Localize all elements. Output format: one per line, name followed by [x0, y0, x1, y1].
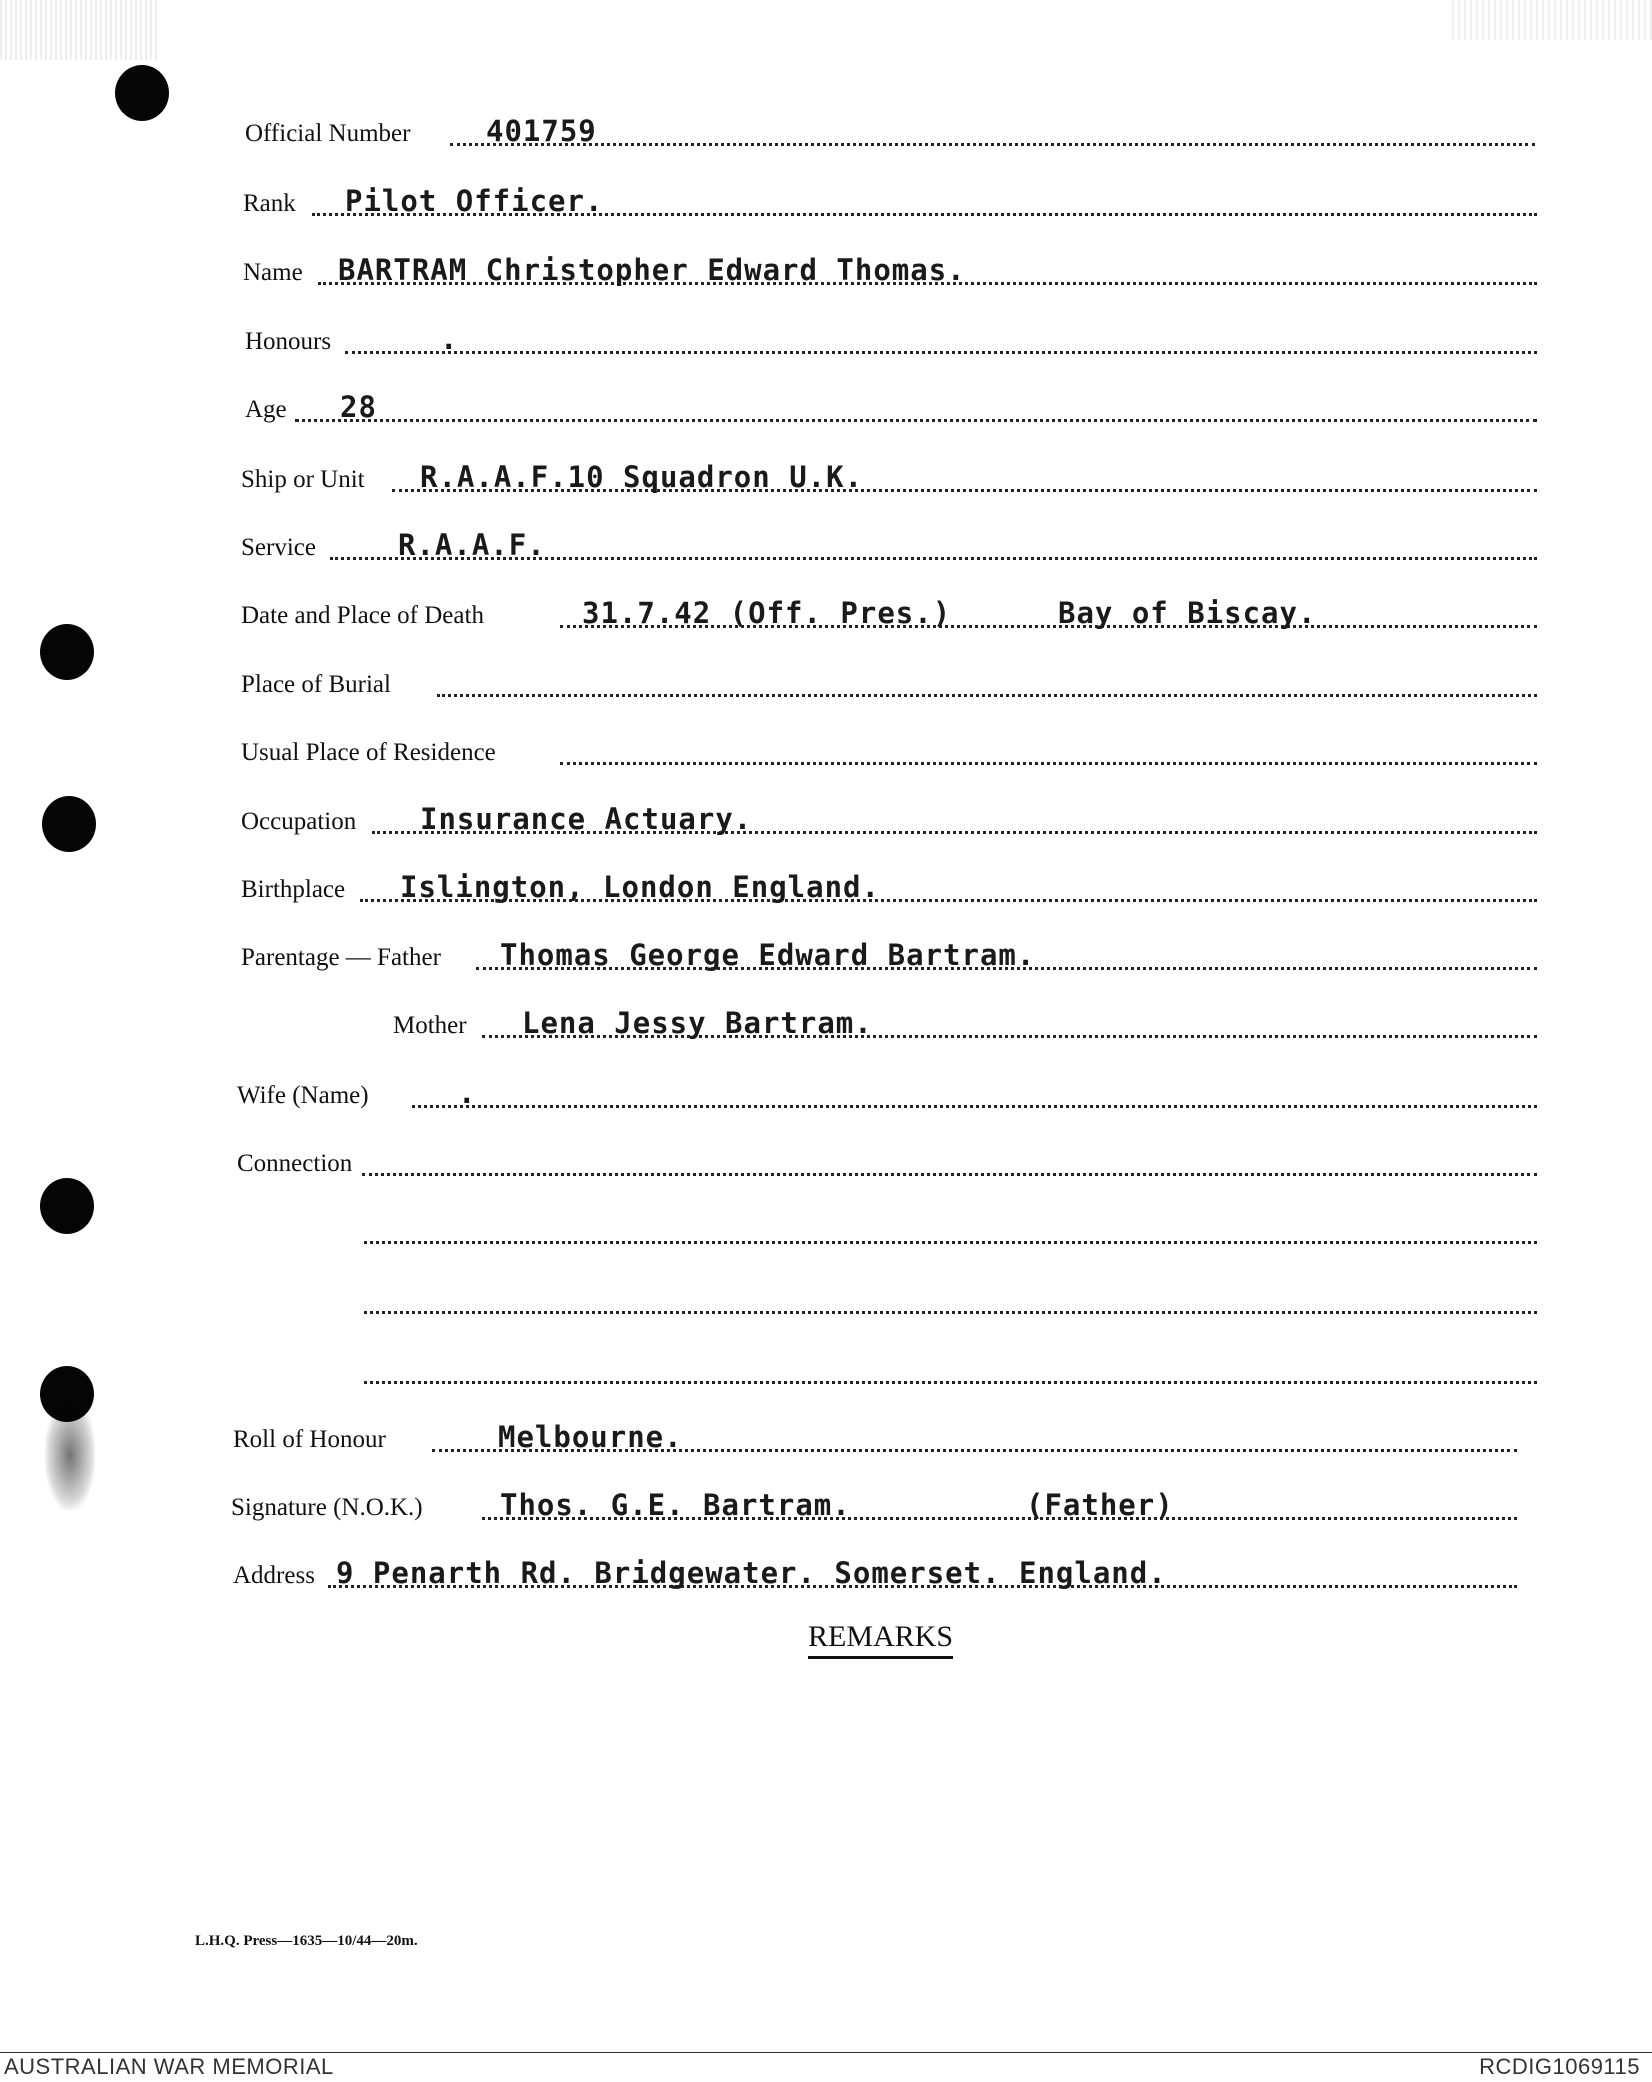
field-birthplace	[0, 870, 1652, 910]
field-value: Melbourne.	[498, 1420, 683, 1454]
field-parentage-mother	[0, 1006, 1652, 1046]
archive-id: RCDIG1069115	[1479, 2054, 1640, 2079]
field-value: Lena Jessy Bartram.	[522, 1006, 873, 1040]
field-label: Official Number	[245, 120, 411, 147]
field-label: Place of Burial	[241, 671, 391, 698]
dotted-line	[412, 1105, 1537, 1108]
archive-credit: AUSTRALIAN WAR MEMORIAL	[4, 2054, 334, 2079]
field-value: R.A.A.F.	[398, 528, 546, 562]
connection-line-2	[0, 1212, 1652, 1252]
field-value: 401759	[486, 114, 597, 148]
field-service	[0, 528, 1652, 568]
field-value: Islington, London England.	[400, 870, 880, 904]
field-value: Insurance Actuary.	[420, 802, 753, 836]
field-label: Date and Place of Death	[241, 602, 484, 629]
dotted-line	[295, 419, 1537, 422]
field-value: R.A.A.F.10 Squadron U.K.	[420, 460, 864, 494]
field-value-place: Bay of Biscay.	[1058, 596, 1317, 630]
field-label: Usual Place of Residence	[241, 739, 496, 766]
field-wife	[0, 1076, 1652, 1116]
field-label: Roll of Honour	[233, 1426, 386, 1453]
field-place-of-burial	[0, 665, 1652, 705]
field-label: Name	[243, 259, 303, 286]
field-name	[0, 253, 1652, 293]
field-value: Thos. G.E. Bartram.	[500, 1488, 851, 1522]
field-label: Wife (Name)	[237, 1082, 369, 1109]
field-value-date: 31.7.42 (Off. Pres.)	[582, 596, 952, 630]
field-label: Connection	[237, 1150, 353, 1177]
field-value: Thomas George Edward Bartram.	[500, 938, 1036, 972]
field-occupation	[0, 802, 1652, 842]
field-value-relation: (Father)	[1026, 1488, 1174, 1522]
field-label: Mother	[393, 1012, 467, 1039]
connection-line-3	[0, 1282, 1652, 1322]
field-roll-of-honour	[0, 1420, 1652, 1460]
connection-line-4	[0, 1352, 1652, 1392]
field-label: Address	[233, 1562, 315, 1589]
field-label: Occupation	[241, 808, 357, 835]
field-signature	[0, 1488, 1652, 1528]
dotted-line	[345, 351, 1537, 354]
field-label: Honours	[245, 328, 332, 355]
field-date-place-death	[0, 596, 1652, 636]
field-age	[0, 390, 1652, 430]
field-label: Birthplace	[241, 876, 346, 903]
field-label: Age	[245, 396, 287, 423]
dotted-line	[364, 1381, 1537, 1384]
dotted-line	[364, 1311, 1537, 1314]
field-official-number	[0, 114, 1652, 154]
field-value: .	[458, 1076, 477, 1110]
field-value: 28	[340, 390, 377, 424]
field-value: .	[440, 322, 459, 356]
field-address	[0, 1556, 1652, 1596]
field-value: BARTRAM Christopher Edward Thomas.	[338, 253, 966, 287]
footer-rule	[0, 2052, 1652, 2053]
scan-edge-right	[1452, 0, 1652, 40]
dotted-line	[560, 762, 1537, 765]
dotted-line	[364, 1241, 1537, 1244]
field-honours	[0, 322, 1652, 362]
dotted-line	[437, 694, 1537, 697]
field-label: Rank	[243, 190, 296, 217]
remarks-heading: REMARKS	[808, 1620, 953, 1659]
field-ship-or-unit	[0, 460, 1652, 500]
field-rank	[0, 184, 1652, 224]
punch-hole	[115, 65, 169, 121]
field-label: Ship or Unit	[241, 466, 365, 493]
field-value: 9 Penarth Rd. Bridgewater. Somerset. England.	[336, 1556, 1167, 1590]
field-usual-residence	[0, 733, 1652, 773]
field-label: Parentage — Father	[241, 944, 441, 971]
field-value: Pilot Officer.	[345, 184, 604, 218]
field-parentage-father	[0, 938, 1652, 978]
field-label: Signature (N.O.K.)	[231, 1494, 423, 1521]
dotted-line	[450, 143, 1535, 146]
field-label: Service	[241, 534, 316, 561]
printer-imprint: L.H.Q. Press—1635—10/44—20m.	[195, 1933, 418, 1949]
field-connection	[0, 1144, 1652, 1184]
dotted-line	[362, 1173, 1537, 1176]
scan-edge-left	[0, 0, 160, 60]
